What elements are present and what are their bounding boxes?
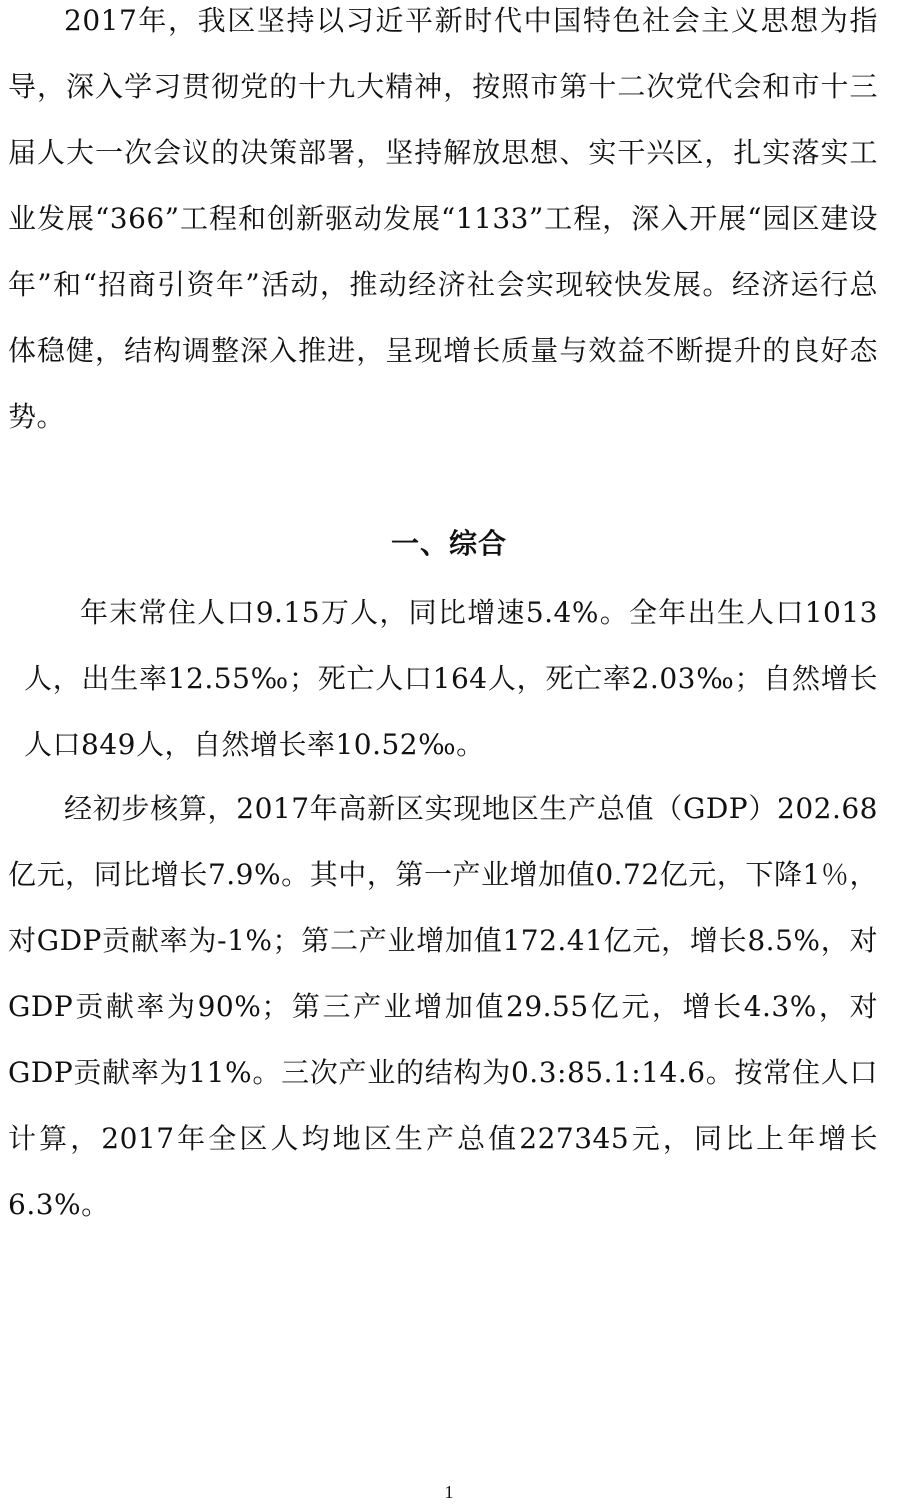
intro-paragraph: 2017年，我区坚持以习近平新时代中国特色社会主义思想为指导，深入学习贯彻党的十九大精神，按照市第十二次党代会和市十三届人大一次会议的决策部署，坚持解放思想、实干兴区，扎实落实工业发展“366”工程和创新驱动发展“1133”工程，深入开展“园区建设年”和“招商引资年”活动，推动经济社会实现较快发展。经济运行总体稳健，结构调整深入推进，呈现增长质量与效益不断提升的良好态势。 [8, 4, 878, 433]
section-heading: 一、综合 [390, 527, 507, 560]
page-number: 1 [444, 1482, 454, 1502]
gdp-paragraph: 经初步核算，2017年高新区实现地区生产总值（GDP）202.68亿元，同比增长7.9%。其中，第一产业增加值0.72亿元，下降1％，对GDP贡献率为-1%；第二产业增加值172.41亿元，增长8.5%，对GDP贡献率为90%；第三产业增加值29.55亿元，增长4.3%，对GDP贡献率为11%。三次产业的结构为0.3:85.1:14.6。按常住人口计算，2017年全区人均地区生产总值227345元，同比上年增长6.3%。 [8, 792, 878, 1221]
population-paragraph: 年末常住人口9.15万人，同比增速5.4%。全年出生人口1013人，出生率12.55‰；死亡人口164人，死亡率2.03‰；自然增长人口849人，自然增长率10.52‰。 [24, 596, 878, 761]
